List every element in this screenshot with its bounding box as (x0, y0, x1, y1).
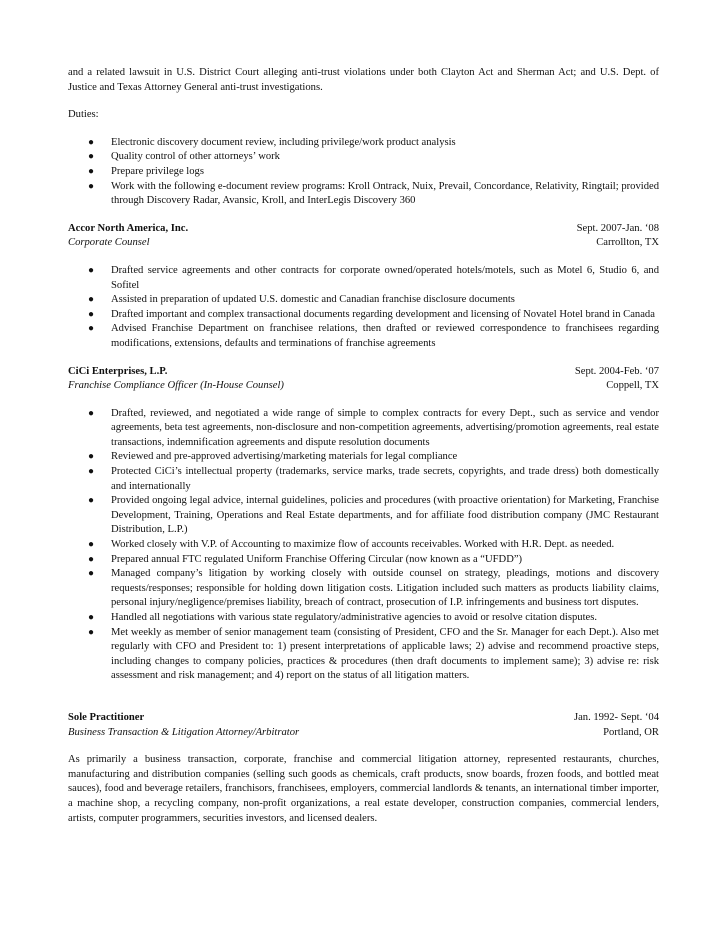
practice-description: As primarily a business transaction, corporate, franchise and commercial litigation attorney, represented restaurants, churches, manufacturing and distribution companies (selling such goods as chemicals, craft products, snow boards, frozen foods, and bottled meat sauces), food and beverage retailers, franchisors, franchisees, employers, commercial landlords & tenants, an international timber importer, a machine shop, a recycling company, non-profit organizations, a real estate developer, construction companies, commercial lenders, artists, computer programmers, securities investors, and licensed dealers. (68, 754, 659, 824)
job-header (68, 711, 659, 726)
duties-label: Duties: (68, 109, 99, 121)
bullet-icon: ● (88, 568, 95, 580)
accor-bullets (68, 264, 659, 352)
list-item: ● Assisted in preparation of updated U.S. domestic and Canadian franchise disclosure documents (68, 293, 659, 308)
resume-page (68, 66, 659, 826)
bullet-icon: ● (88, 165, 95, 177)
bullet-icon: ● (88, 180, 95, 192)
bullet-icon: ● (88, 626, 95, 638)
job-header (68, 222, 659, 237)
list-item: ● Reviewed and pre-approved advertising/marketing materials for legal compliance (68, 450, 659, 465)
job-title: Business Transaction & Litigation Attorney/Arbitrator (68, 726, 300, 738)
job-location: Portland, OR (603, 726, 659, 738)
list-item: ● Electronic discovery document review, including privilege/work product analysis (68, 136, 659, 151)
list-item: ● Drafted important and complex transactional documents regarding development and licensing of Novatel Hotel brand in Canada (68, 308, 659, 323)
job-cici (68, 365, 659, 684)
job-title: Corporate Counsel (68, 237, 150, 249)
job-title: Franchise Compliance Officer (In-House Counsel) (68, 380, 284, 392)
bullet-icon: ● (88, 151, 95, 163)
job-location: Carrollton, TX (596, 237, 659, 249)
job-sole-practitioner (68, 711, 659, 826)
cici-bullets (68, 407, 659, 684)
list-item: ● Worked closely with V.P. of Accounting to maximize flow of accounts receivables. Worked with H.R. Dept. as needed. (68, 538, 659, 553)
job-dates: Sept. 2004-Feb. ‘07 (574, 365, 659, 377)
bullet-icon: ● (88, 495, 95, 507)
job-dates: Jan. 1992- Sept. ‘04 (573, 711, 659, 723)
list-item: ● Prepared annual FTC regulated Uniform Franchise Offering Circular (now known as a “UFDD”) (68, 553, 659, 568)
bullet-icon: ● (88, 308, 95, 320)
job-subheader (68, 726, 659, 741)
list-item: ● Met weekly as member of senior management team (consisting of President, CFO and the Sr. Manager for each Dept.). Also met regularly with CFO and President to: 1) present interpretations of applicable laws; 2) advise and recommend proactive steps, including changes to company policies, practices & procedures (then draft documents to implement same); 3) advise re: risk assessment and risk management; and 4) report on the status of all litigation matters. (88, 626, 659, 682)
job-header (68, 365, 659, 380)
job-location: Coppell, TX (606, 380, 659, 392)
list-item: ● Prepare privilege logs (68, 165, 659, 180)
job-subheader (68, 379, 659, 394)
list-item: ● Provided ongoing legal advice, internal guidelines, policies and procedures (with proactive orientation) for Marketing, Franchise Development, Training, Operations and Real Estate departments, and for affiliate food distribution company (JMC Restaurant Distribution, L.P.) (88, 495, 659, 536)
bullet-icon: ● (88, 539, 95, 551)
bullet-icon: ● (88, 323, 95, 335)
company-name: Sole Practitioner (68, 711, 145, 723)
bullet-icon: ● (88, 553, 95, 565)
job-subheader (68, 236, 659, 251)
bullet-icon: ● (88, 294, 95, 306)
list-item: ● Protected CiCi’s intellectual property (trademarks, service marks, trade secrets, copyrights, and trade dress) both domestically and internationally (88, 466, 659, 492)
list-item: ● Managed company’s litigation by working closely with outside counsel on strategy, pleadings, motions and discovery requests/responses; responsible for holding down litigation costs. Litigation included such matters as products liability claims, personal injury/negligence/premises liability, breach of contract, prosecution of I.P. infringements and business tort disputes. (88, 568, 659, 609)
bullet-icon: ● (88, 264, 95, 276)
job-accor (68, 222, 659, 352)
company-name: Accor North America, Inc. (68, 222, 189, 234)
job-dates: Sept. 2007-Jan. ‘08 (576, 222, 659, 234)
duties-list (68, 136, 659, 209)
list-item: ● Work with the following e-document review programs: Kroll Ontrack, Nuix, Prevail, Concordance, Relativity, Ringtail; provided through Discovery Radar, Avansic, Kroll, and InterLegis Discovery 360 (88, 180, 659, 207)
bullet-icon: ● (88, 451, 95, 463)
list-item: ● Drafted service agreements and other contracts for corporate owned/operated hotels/motels, such as Motel 6, Studio 6, and Sofitel (88, 264, 659, 291)
list-item: ● Drafted, reviewed, and negotiated a wide range of simple to complex contracts for every Dept., such as service and vendor agreements, beta test agreements, non-disclosure and non-competition agreements, advertising/promotion agreements, real estate transactions, indemnification agreements and dispute resolution documents (88, 407, 659, 448)
list-item: ● Quality control of other attorneys’ work (68, 150, 659, 165)
bullet-icon: ● (88, 466, 95, 478)
company-name: CiCi Enterprises, L.P. (68, 365, 168, 377)
intro-paragraph: and a related lawsuit in U.S. District Court alleging anti-trust violations under both Clayton Act and Sherman Act; and U.S. Dept. of Justice and Texas Attorney General anti-trust investigations. (68, 67, 659, 93)
list-item: ● Advised Franchise Department on franchisee relations, then drafted or reviewed correspondence to franchisees regarding modifications, extensions, defaults and terminations of franchise agreements (88, 323, 659, 349)
list-item: ● Handled all negotiations with various state regulatory/administrative agencies to avoid or resolve citation disputes. (68, 611, 659, 626)
bullet-icon: ● (88, 136, 95, 148)
bullet-icon: ● (88, 407, 95, 419)
bullet-icon: ● (88, 612, 95, 623)
